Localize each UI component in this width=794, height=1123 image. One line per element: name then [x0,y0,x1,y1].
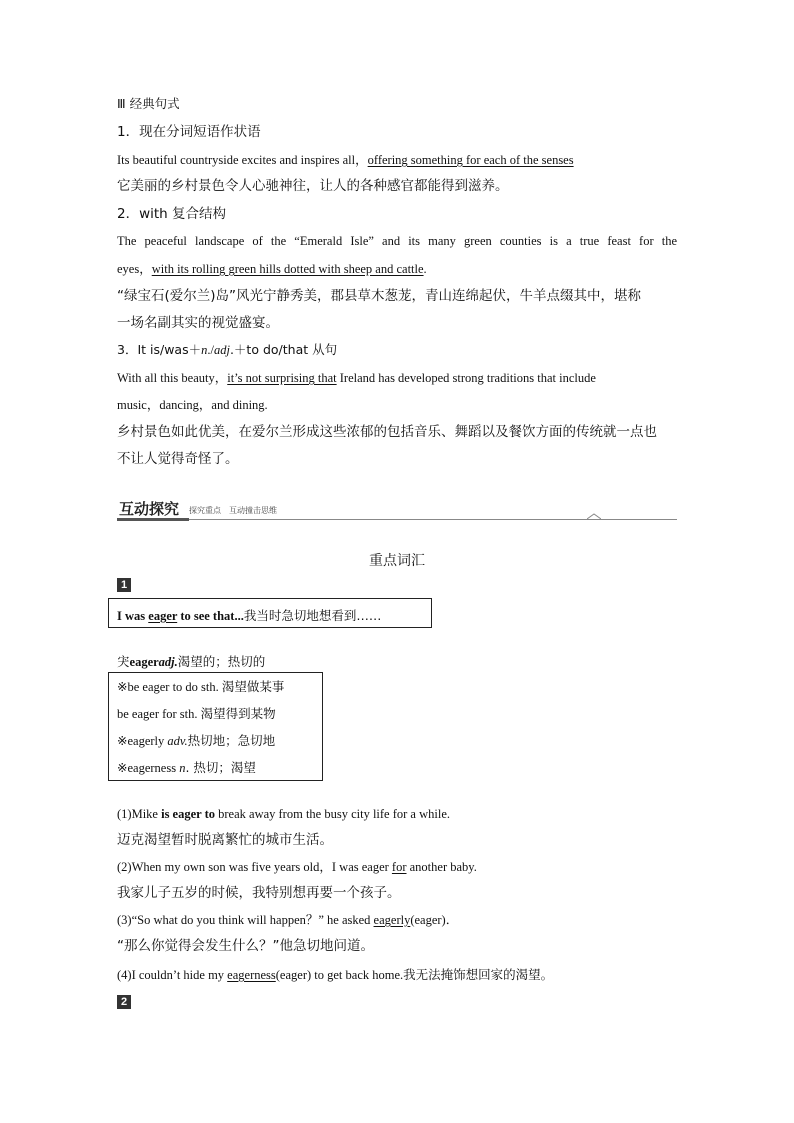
item2-en-underlined: with its rolling green hills dotted with sheep and cattle [151,262,424,276]
example-1-en: (1)Mike is eager to break away from the busy city life for a while. [117,807,451,821]
number-badge-2: 2 [117,995,131,1009]
item3-zh-line2: 不让人觉得奇怪了。 [117,451,239,467]
item1-en-plain: Its beautiful countryside excites and inspires all， [117,153,368,167]
item1-title: 1．现在分词短语作状语 [117,124,261,140]
item3-title: 3．It is/was＋n./adj.＋to do/that 从句 [117,342,338,357]
word-definition: 宊eageradj.渴望的；热切的 [117,654,266,669]
vocab-title: 重点词汇 [369,553,425,569]
item1-en-underlined: offering something for each of the senses [367,153,574,167]
interactive-subtitle: 探究重点 互动撞击思维 [189,506,277,515]
section-divider-thick [117,518,189,521]
usage-line-2: be eager for sth. 渴望得到某物 [117,706,276,721]
item3-en-line1: With all this beauty，it’s not surprising that Ireland has developed strong traditions that include [117,371,596,385]
section-heading: Ⅲ 经典句式 [117,96,180,111]
item1-en [117,154,574,167]
item3-en-line2: music，dancing，and dining. [117,398,268,412]
usage-line-4: ※eagerness n. 热切；渴望 [117,760,256,775]
item2-en-plain: eyes， [117,262,152,276]
key-sentence-box [108,598,432,628]
item1-zh: 它美丽的乡村景色令人心驰神往，让人的各种感官都能得到滋养。 [117,178,509,194]
example-1-zh: 迈克渴望暂时脱离繁忙的城市生活。 [117,832,333,848]
key-sentence: I was eager to see that...我当时急切地想看到…… [117,608,382,623]
item3-en-underlined: it’s not surprising that [227,371,337,385]
item2-en-end: . [423,262,427,276]
number-badge-1: 1 [117,578,131,592]
usage-line-3: ※eagerly adv.热切地；急切地 [117,733,276,748]
example-3-zh: “那么你觉得会发生什么？”他急切地问道。 [117,938,374,954]
item2-en-line2 [117,263,427,276]
example-3-en: (3)“So what do you think will happen？” he asked eagerly(eager)． [117,913,459,927]
interactive-title: 互动探究 [119,500,180,518]
example-2-zh: 我家儿子五岁的时候，我特别想再要一个孩子。 [117,885,401,901]
usage-box [108,672,323,781]
usage-line-1: ※be eager to do sth. 渴望做某事 [117,679,285,694]
example-2-en: (2)When my own son was five years old，I was eager for another baby. [117,860,477,874]
item2-zh-line2: 一场名副其实的视觉盛宴。 [117,315,279,331]
item3-zh-line1: 乡村景色如此优美，在爱尔兰形成这些浓郁的包括音乐、舞蹈以及餐饮方面的传统就一点也 [117,424,657,440]
example-4: (4)I couldn’t hide my eagerness(eager) to get back home.我无法掩饰想回家的渴望。 [117,967,554,982]
item2-title: 2．with 复合结构 [117,206,227,222]
item2-zh-line1: “绿宝石(爱尔兰)岛”风光宁静秀美，郡县草木葱茏，青山连绵起伏，牛羊点缀其中，堪称 [117,288,642,304]
interactive-section-bar [117,496,677,522]
section-divider-thin [189,519,677,520]
item2-en-line1: The peaceful landscape of the “Emerald Isle” and its many green counties is a true feast for the [117,234,677,248]
divider-notch-icon [587,513,601,521]
